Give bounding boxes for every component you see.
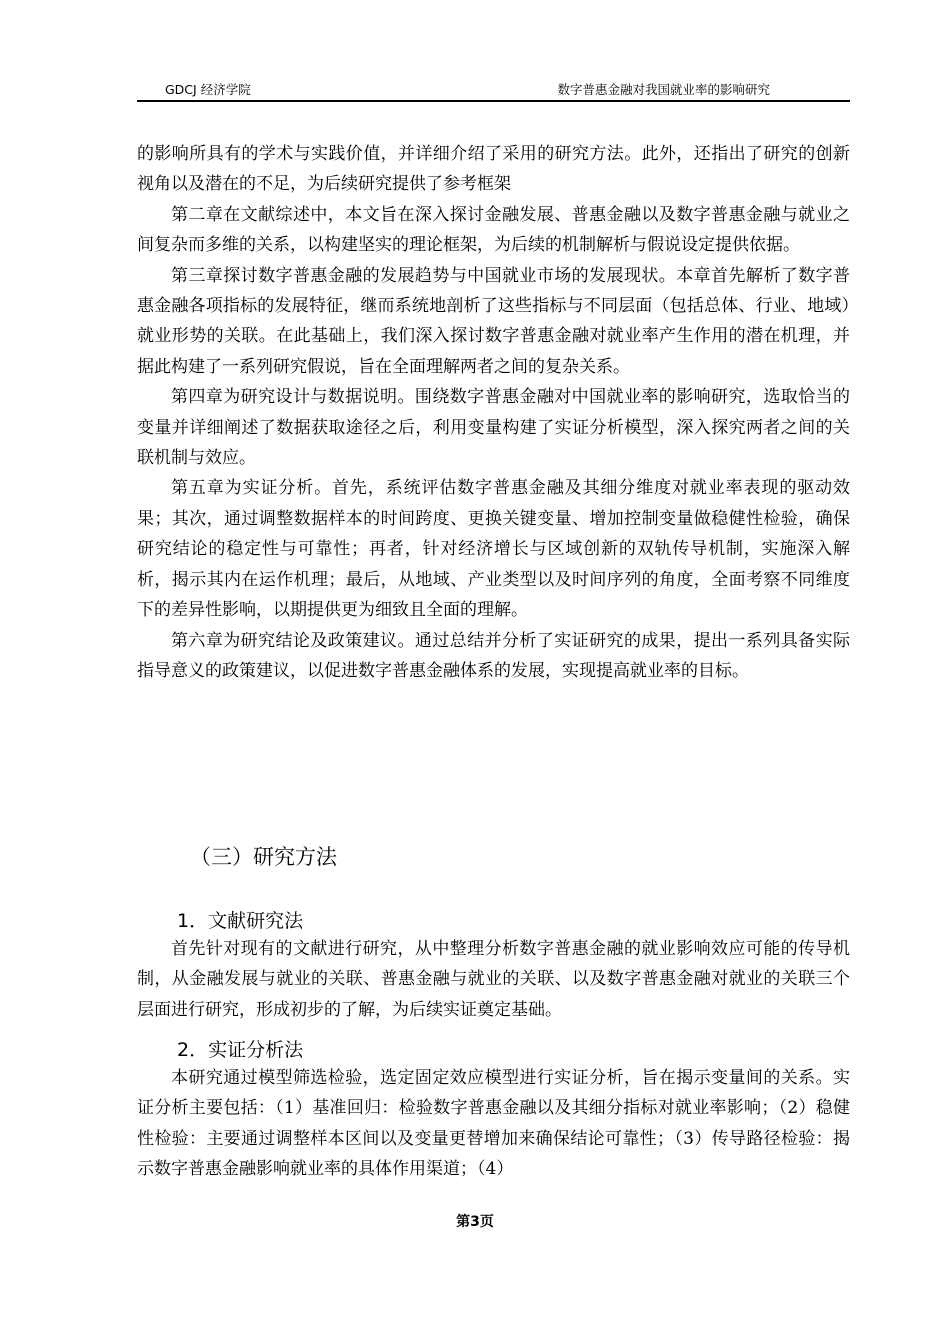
empirical-method-block	[137, 1063, 850, 1185]
literature-method-block	[137, 934, 850, 1025]
paragraph-chapter-4: 第四章为研究设计与数据说明。围绕数字普惠金融对中国就业率的影响研究，选取恰当的变量并详细阐述了数据获取途径之后，利用变量构建了实证分析模型，深入探究两者之间的关联机制与效应。	[137, 387, 850, 469]
paragraph-continuation: 的影响所具有的学术与实践价值，并详细介绍了采用的研究方法。此外，还指出了研究的创新视角以及潜在的不足，为后续研究提供了参考框架	[137, 144, 850, 195]
paragraph-literature-method: 首先针对现有的文献进行研究，从中整理分析数字普惠金融的就业影响效应可能的传导机制，从金融发展与就业的关联、普惠金融与就业的关联、以及数字普惠金融对就业的关联三个层面进行研究，形成初步的了解，为后续实证奠定基础。	[137, 939, 850, 1020]
subsection-heading-empirical: 2．实证分析法	[177, 1039, 304, 1061]
subsection-heading-literature: 1．文献研究法	[177, 910, 304, 932]
header-thesis-title: 数字普惠金融对我国就业率的影响研究	[557, 82, 770, 97]
intro-text-block	[137, 139, 850, 686]
paragraph-chapter-2: 第二章在文献综述中，本文旨在深入探讨金融发展、普惠金融以及数字普惠金融与就业之间复杂而多维的关系，以构建坚实的理论框架，为后续的机制解析与假说设定提供依据。	[137, 204, 850, 256]
header-institution: GDCJ 经济学院	[165, 82, 251, 97]
paragraph-chapter-6: 第六章为研究结论及政策建议。通过总结并分析了实证研究的成果，提出一系列具备实际指导意义的政策建议，以促进数字普惠金融体系的发展，实现提高就业率的目标。	[137, 630, 850, 681]
section-heading-research-methods: （三）研究方法	[190, 845, 337, 869]
header-divider	[137, 100, 850, 102]
paragraph-empirical-method: 本研究通过模型筛选检验，选定固定效应模型进行实证分析，旨在揭示变量间的关系。实证分析主要包括：（1）基准回归：检验数字普惠金融以及其细分指标对就业率影响；（2）稳健性检验：主要通过调整样本区间以及变量更替增加来确保结论可靠性；（3）传导路径检验：揭示数字普惠金融影响就业率的具体作用渠道；（4）	[137, 1068, 850, 1180]
page-header	[137, 78, 850, 100]
page-number: 第3页	[456, 1214, 494, 1230]
paragraph-chapter-5: 第五章为实证分析。首先，系统评估数字普惠金融及其细分维度对就业率表现的驱动效果；其次，通过调整数据样本的时间跨度、更换关键变量、增加控制变量做稳健性检验，确保研究结论的稳定性与可靠性；再者，针对经济增长与区域创新的双轨传导机制，实施深入解析，揭示其内在运作机理；最后，从地域、产业类型以及时间序列的角度，全面考察不同维度下的差异性影响，以期提供更为细致且全面的理解。	[137, 478, 850, 621]
paragraph-chapter-3: 第三章探讨数字普惠金融的发展趋势与中国就业市场的发展现状。本章首先解析了数字普惠金融各项指标的发展特征，继而系统地剖析了这些指标与不同层面（包括总体、行业、地域）就业形势的关联。在此基础上，我们深入探讨数字普惠金融对就业率产生作用的潜在机理，并据此构建了一系列研究假说，旨在全面理解两者之间的复杂关系。	[137, 265, 850, 377]
